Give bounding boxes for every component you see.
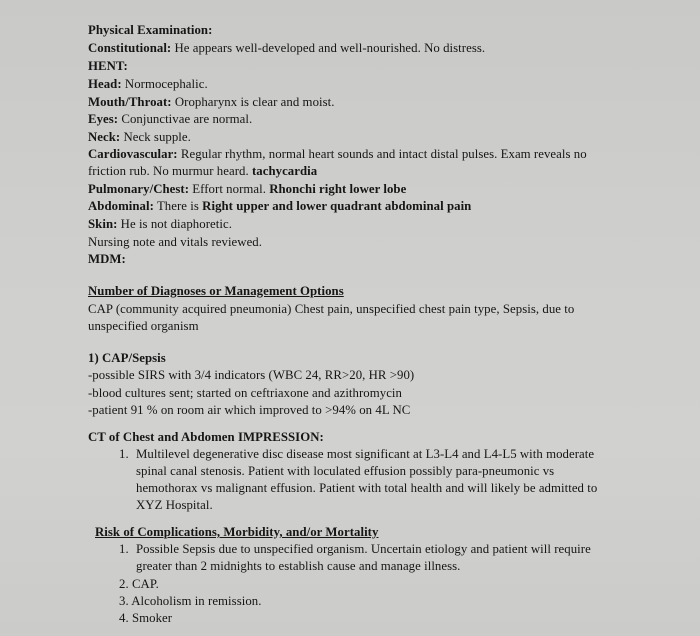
constitutional-text: He appears well-developed and well-nourished. No distress. xyxy=(171,41,486,55)
cap-sepsis-item-3: -patient 91 % on room air which improved to >94% on 4L NC xyxy=(88,403,411,417)
abd-label: Abdominal: xyxy=(88,199,154,213)
cardio-label: Cardiovascular: xyxy=(88,147,178,161)
pulm-text: Effort normal. xyxy=(189,182,270,196)
risk-item-1-line-1: Possible Sepsis due to unspecified organism. Uncertain etiology and patient will require xyxy=(136,542,591,556)
mouth-text: Oropharynx is clear and moist. xyxy=(171,95,335,109)
pulm-line xyxy=(88,181,406,197)
eyes-text: Conjunctivae are normal. xyxy=(118,112,253,126)
neck-line xyxy=(88,129,191,145)
cap-sepsis-heading: 1) CAP/Sepsis xyxy=(88,351,166,365)
ct-line-1: Multilevel degenerative disc disease most significant at L3-L4 and L4-L5 with moderate xyxy=(136,447,595,461)
nursing-note: Nursing note and vitals reviewed. xyxy=(88,235,263,249)
ct-line-4: XYZ Hospital. xyxy=(136,498,213,512)
neck-label: Neck: xyxy=(88,130,121,144)
risk-heading: Risk of Complications, Morbidity, and/or Mortality xyxy=(95,525,379,539)
mouth-label: Mouth/Throat: xyxy=(88,95,172,109)
skin-line xyxy=(88,216,232,232)
ct-line-2: spinal canal stenosis. Patient with loculated effusion possibly para-pneumonic vs xyxy=(136,464,555,478)
ct-number: 1. xyxy=(119,447,129,461)
abd-line xyxy=(88,198,471,214)
skin-label: Skin: xyxy=(88,217,118,231)
diagnoses-text-1: CAP (community acquired pneumonia) Chest pain, unspecified chest pain type, Sepsis, due to xyxy=(88,302,575,316)
cardio-text: Regular rhythm, normal heart sounds and intact distal pulses. Exam reveals no xyxy=(177,147,587,161)
mouth-line xyxy=(88,94,335,110)
cap-sepsis-item-2: -blood cultures sent; started on ceftriaxone and azithromycin xyxy=(88,386,402,400)
risk-item-4: 4. Smoker xyxy=(119,611,173,625)
eyes-line xyxy=(88,111,252,127)
diagnoses-heading: Number of Diagnoses or Management Options xyxy=(88,284,344,298)
risk-item-3: 3. Alcoholism in remission. xyxy=(119,594,262,608)
head-text: Normocephalic. xyxy=(121,77,208,91)
neck-text: Neck supple. xyxy=(120,130,191,144)
physical-exam-heading: Physical Examination: xyxy=(88,23,213,37)
skin-text: He is not diaphoretic. xyxy=(117,217,232,231)
cardio-text-2: friction rub. No murmur heard. xyxy=(88,164,252,178)
ct-heading: CT of Chest and Abdomen IMPRESSION: xyxy=(88,430,324,444)
pulm-label: Pulmonary/Chest: xyxy=(88,182,190,196)
cardio-bold: tachycardia xyxy=(251,164,318,178)
risk-item-1-number: 1. xyxy=(119,542,129,556)
head-line xyxy=(88,76,208,92)
constitutional-label: Constitutional: xyxy=(88,41,172,55)
risk-item-2: 2. CAP. xyxy=(119,577,159,591)
pulm-bold: Rhonchi right lower lobe xyxy=(269,182,407,196)
ct-line-3: hemothorax vs malignant effusion. Patient with total health and will likely be admitted to xyxy=(136,481,598,495)
head-label: Head: xyxy=(88,77,122,91)
risk-item-1-line-2: greater than 2 midnights to establish cause and manage illness. xyxy=(136,559,461,573)
hent-label: HENT: xyxy=(88,59,128,73)
constitutional-line xyxy=(88,40,485,56)
mdm-label: MDM: xyxy=(88,252,126,266)
abd-bold: Right upper and lower quadrant abdominal pain xyxy=(202,199,472,213)
abd-text: There is xyxy=(153,199,203,213)
cardio-line-2 xyxy=(88,163,317,179)
cap-sepsis-item-1: -possible SIRS with 3/4 indicators (WBC 24, RR>20, HR >90) xyxy=(88,368,415,382)
eyes-label: Eyes: xyxy=(88,112,119,126)
cardio-line xyxy=(88,146,587,162)
diagnoses-text-2: unspecified organism xyxy=(88,319,199,333)
